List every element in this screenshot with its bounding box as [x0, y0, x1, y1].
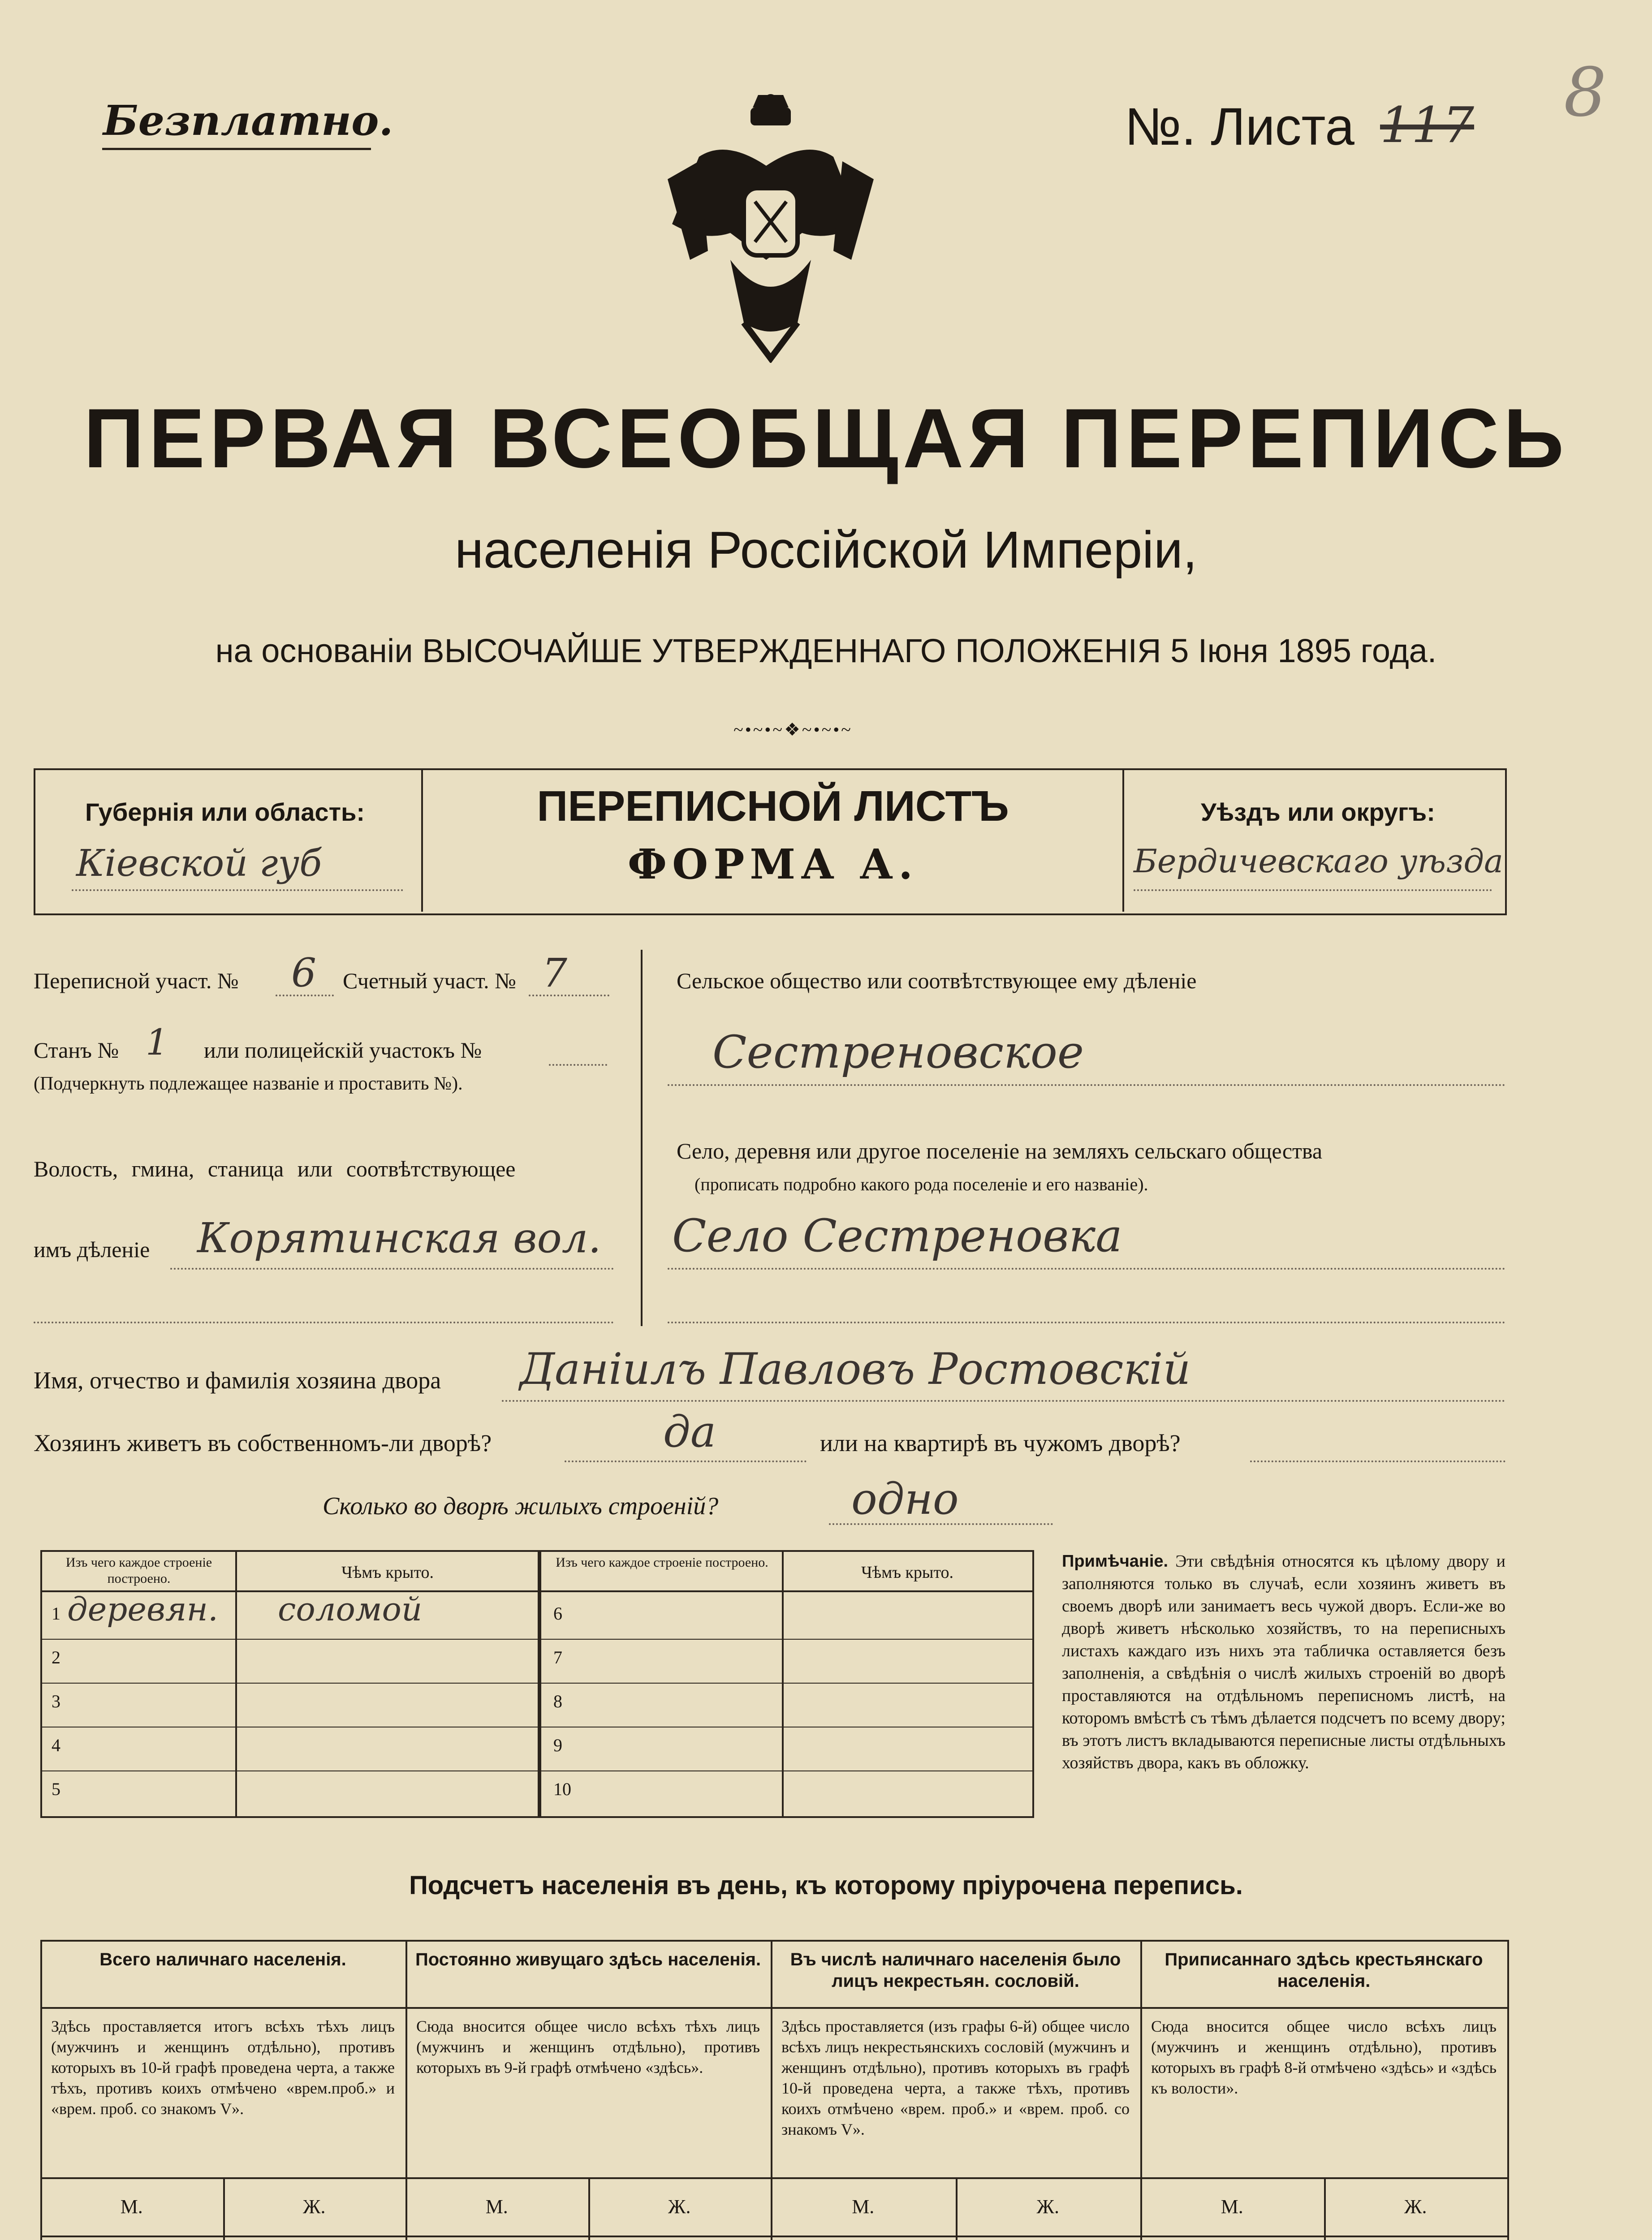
fields-divider — [641, 950, 643, 1326]
owner-name-label: Имя, отчество и фамилія хозяина двора — [34, 1367, 441, 1394]
buildings-row-number: 2 — [52, 1647, 60, 1667]
stan-value: 1 — [146, 1021, 168, 1063]
buildings-row-number: 8 — [553, 1691, 562, 1711]
volost-rule-2 — [34, 1322, 614, 1323]
corner-mark: 8 — [1564, 54, 1607, 132]
count-col-desc: Сюда вносится общее число всѣхъ лицъ (мужчинъ и женщинъ отдѣльно), противъ которыхъ въ графѣ 8-й отмѣчено «здѣсь» и «здѣсь къ волости». — [1151, 2017, 1497, 2097]
banner-divider-right — [1122, 768, 1124, 912]
count-section-value: 7 — [542, 950, 567, 996]
table-note — [1062, 1550, 1505, 1774]
district-rule — [1134, 889, 1492, 891]
rent-rule — [1250, 1460, 1505, 1462]
volost-label-2: имъ дѣленіе — [34, 1237, 150, 1262]
volost-label-1: Волость, гмина, станица или соотвѣтствующее — [34, 1156, 516, 1181]
village-value: Село Сестреновка — [672, 1210, 1122, 1262]
village-note: (прописать подробно какого рода поселеніе и его названіе). — [694, 1174, 1148, 1194]
count-col-male: М. — [120, 2196, 143, 2218]
buildings-row-number: 10 — [553, 1779, 571, 1799]
count-head-rule — [40, 2007, 1507, 2009]
buildings-row-number: 6 — [553, 1603, 562, 1624]
imperial-eagle-emblem — [659, 90, 883, 363]
count-col-head: Въ числѣ наличнаго населенія было лицъ некрестьян. сословій. — [790, 1950, 1121, 1991]
own-yard-value: да — [663, 1407, 716, 1457]
main-title: ПЕРВАЯ ВСЕОБЩАЯ ПЕРЕПИСЬ — [83, 391, 1569, 485]
village-label: Село, деревня или другое поселеніе на земляхъ сельскаго общества — [677, 1138, 1323, 1163]
buildings-row-number: 1 — [52, 1603, 60, 1624]
buildings-row-number: 9 — [553, 1735, 562, 1755]
free-label-underline — [102, 148, 371, 150]
buildings-row-number: 5 — [52, 1779, 60, 1799]
roof-header-right: Чѣмъ крыто. — [861, 1563, 954, 1582]
society-value: Сестреновское — [712, 1026, 1084, 1078]
owner-name-value: Даніилъ Павловъ Ростовскій — [520, 1344, 1191, 1394]
note-text: Эти свѣдѣнія относятся къ цѣлому двору и заполняются только въ случаѣ, если хозяинъ живетъ въ своемъ дворѣ или занимаетъ весь чужой дворъ. Если-же во дворѣ живетъ нѣсколько хозяйствъ, то на переписныхъ листахъ каждаго изъ нихъ эта табличка оставляется безъ заполненія, а свѣдѣнія о числѣ жилыхъ строеній во дворѣ проставляются на отдѣльномъ переписномъ листѣ, на которомъ вмѣстѣ съ тѣмъ дѣлается подсчетъ по всему двору; въ этотъ листъ вкладываются переписные листы отдѣльныхъ хозяйствъ двора, какъ въ обложку. — [1062, 1552, 1505, 1772]
count-col-desc: Здѣсь проставляется итогъ всѣхъ тѣхъ лицъ (мужчинъ и женщинъ отдѣльно), противъ которыхъ въ 10-й графѣ проведена черта, а также тѣхъ, противъ коихъ отмѣчено «врем.проб.» и «врем. проб. со знакомъ V». — [51, 2017, 395, 2118]
count-col-head: Всего наличнаго населенія. — [99, 1950, 346, 1969]
count-section-rule — [529, 995, 609, 996]
village-rule-2 — [668, 1322, 1505, 1323]
census-section-value: 6 — [291, 950, 316, 996]
buildings-row-rule — [40, 1639, 1032, 1640]
count-col-head: Постоянно живущаго здѣсь населенія. — [415, 1950, 761, 1969]
rent-label: или на квартирѣ въ чужомъ дворѣ? — [820, 1430, 1181, 1456]
buildings-row-number: 4 — [52, 1735, 60, 1755]
count-col-male: М. — [852, 2196, 875, 2218]
form-title: ПЕРЕПИСНОЙ ЛИСТЪ — [537, 782, 1009, 830]
province-label: Губернія или область: — [85, 798, 365, 826]
buildings-row-rule — [40, 1683, 1032, 1684]
material-header-right: Изъ чего каждое строеніе построено. — [556, 1555, 768, 1570]
material-header-left: Изъ чего каждое строеніе построено. — [65, 1555, 212, 1586]
stan-note: (Подчеркнуть подлежащее названіе и проставить №). — [34, 1073, 463, 1094]
count-col-desc: Сюда вносится общее число всѣхъ тѣхъ лицъ (мужчинъ и женщинъ отдѣльно), противъ которыхъ въ 9-й графѣ отмѣчено «здѣсь». — [416, 2017, 760, 2076]
buildings-value: одно — [851, 1474, 959, 1524]
count-col-female: Ж. — [303, 2196, 326, 2218]
count-col-male: М. — [1221, 2196, 1243, 2218]
buildings-row-number: 7 — [553, 1647, 562, 1667]
volost-value: Корятинская вол. — [197, 1214, 601, 1262]
count-col-head: Приписаннаго здѣсь крестьянскаго населенія. — [1165, 1950, 1483, 1991]
police-rule — [549, 1064, 607, 1066]
sheet-number-value: 117 — [1380, 96, 1474, 154]
district-value: Бердичевскаго уѣзда — [1134, 842, 1503, 880]
count-desc-rule — [40, 2177, 1507, 2179]
census-section-label: Переписной участ. № — [34, 968, 239, 993]
census-section-rule — [276, 995, 334, 996]
society-label: Сельское общество или соотвѣтствующее ему дѣленіе — [677, 968, 1197, 993]
count-col-desc: Здѣсь проставляется (изъ графы 6-й) общее число всѣхъ лицъ некрестьянскихъ сословій (мужчинъ и женщинъ отдѣльно), противъ которыхъ въ графѣ 10-й проведена черта, а также тѣхъ, противъ коихъ отмѣчено «врем. проб.» и «врем. проб. со знакомъ V». — [781, 2017, 1130, 2138]
banner-divider-left — [421, 768, 423, 912]
own-yard-rule — [565, 1460, 807, 1462]
free-label: Безплатно. — [103, 96, 393, 145]
sheet-number-label: №. Листа — [1125, 97, 1354, 156]
society-rule — [668, 1084, 1505, 1086]
buildings-row-material: деревян. — [67, 1590, 218, 1628]
buildings-row-number: 3 — [52, 1691, 60, 1711]
owner-name-rule — [502, 1400, 1505, 1402]
province-value: Кіевской губ — [76, 842, 322, 885]
stan-label: Станъ № — [34, 1038, 119, 1063]
buildings-rule — [829, 1523, 1053, 1525]
count-sex-rule — [40, 2236, 1507, 2237]
buildings-row-rule — [40, 1770, 1032, 1771]
basis-line: на основаніи ВЫСОЧАЙШЕ УТВЕРЖДЕННАГО ПОЛОЖЕНІЯ 5 Іюня 1895 года. — [215, 632, 1437, 669]
count-col-female: Ж. — [1036, 2196, 1059, 2218]
form-subtitle: ФОРМА А. — [627, 840, 919, 888]
roof-header-left: Чѣмъ крыто. — [341, 1563, 434, 1582]
count-title: Подсчетъ населенія въ день, къ которому пріурочена перепись. — [409, 1871, 1243, 1900]
village-rule — [668, 1268, 1505, 1270]
ornament-divider: ~•~•~❖~•~•~ — [733, 719, 853, 740]
own-yard-label: Хозяинъ живетъ въ собственномъ-ли дворѣ? — [34, 1430, 492, 1456]
note-title: Примѣчаніе. — [1062, 1552, 1169, 1571]
count-section-label: Счетный участ. № — [343, 968, 516, 993]
buildings-label: Сколько во дворѣ жилыхъ строеній? — [323, 1492, 719, 1520]
buildings-row-roof: соломой — [278, 1590, 423, 1628]
count-col-female: Ж. — [668, 2196, 691, 2218]
subtitle: населенія Россійской Имперіи, — [454, 521, 1198, 579]
police-label: или полицейскій участокъ № — [204, 1038, 482, 1063]
volost-rule — [170, 1268, 614, 1270]
province-rule — [72, 889, 403, 891]
count-col-female: Ж. — [1404, 2196, 1427, 2218]
count-col-male: М. — [485, 2196, 508, 2218]
district-label: Уѣздъ или округъ: — [1201, 798, 1435, 826]
